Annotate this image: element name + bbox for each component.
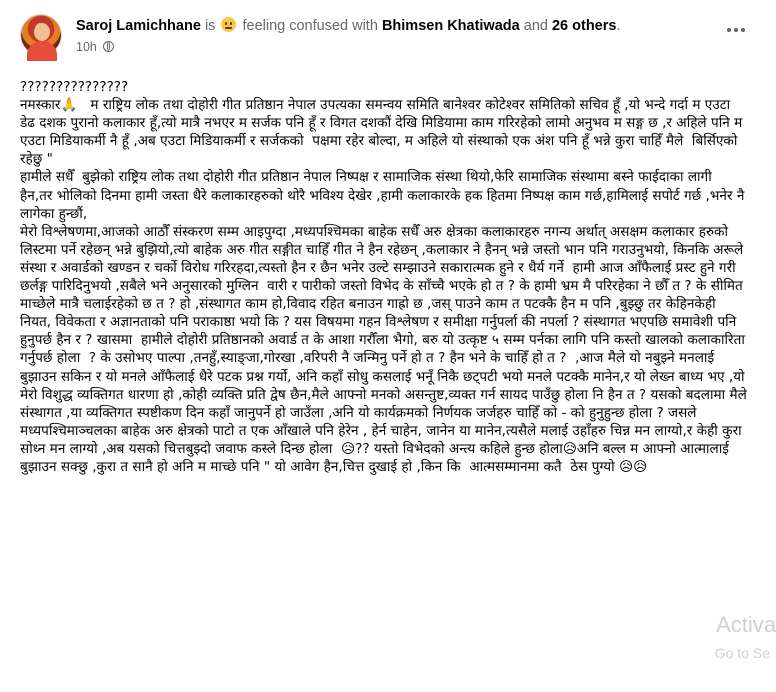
others-link[interactable]: 26 others xyxy=(551,18,617,34)
more-options-button[interactable] xyxy=(722,20,750,40)
post-body-text: ??????????????? नमस्कार🙏 म राष्ट्रिय लोक तथा दोहोरी गीत प्रतिष्ठान नेपाल उपत्यका समन्वय समिति बानेश्वर कोटेश्वर समितिको सचिव हूँ ,यो भन्दे गर्दा म एउटा डेढ दशक पुरानो कलाकार हूँ,त्यो मात्रै नभएर म सर्जक पनि हूँ र विगत दशकौं देखि मिडियामा काम गरिरहेको लामो अनुभव म सङ्ग छ ,र अहिले पनि म एउटा मिडियाकर्मी नै हूँ ,अब एउटा मिडियाकर्मी र सर्जकको पक्षमा रहेर बोल्दा, म अहिले यो संस्थाको एक अंश पनि हूँ भन्ने कुरा चाहिँ मैले बिर्सिएको रहेछु " हामीले सधैँ बुझेको राष्ट्रिय लोक तथा दोहोरी गीत प्रतिष्ठान नेपाल निष्पक्ष र सामाजिक संस्था थियो,फेरि सामाजिक संस्थामा बस्ने फाईदाका लागी हैन,तर भोलिको दिनमा हामी जस्ता धैरे कलाकारहरुको थोरै भविश्य देखेर ,हामी कलाकारके हक हितमा निष्पक्ष काम गर्छ,हामिलाई सपोर्ट गर्छ ,भनेर नै लागेका हुन्छौं, मेरो विश्लेषणमा,आजको आठौँ संस्करण सम्म आइपुग्दा ,मध्यपश्चिमका बाहेक सधैँ अरु क्षेत्रका कलाकारहरु नगन्य अर्थात् असक्षम कलाकार हरुको लिस्टमा पर्ने रहेछन् भन्ने बुझियो,त्यो बाहेक अरु गीत सङ्गीत चाहिँ गीत ने हैन रहेछन् ,कलाकार ने हैनन् भन्ने जस्तो भान पनि गराउनुभयो, किनकि अरूले संस्था र अवार्डको खण्डन र चर्को विरोध गरिरहदा,त्यस्तो हैन र छैन भनेर उल्टे सम्झाउने सकारात्मक हुने र धैर्य गर्ने हामी आज आँफैलाई प्रस्ट हुने गरी छर्लङ्ग पारिदिनुभयो ,सबैले भने अनुसारको मुग्लिन वारी र पारीको जस्तो विभेद के साँच्चै भएके हो त ? के हामी भ्रम मै परिरहेका ने छौँ त ? के सीमित माच्छेले मात्रै चलाईरहेको छ त ? हो ,संस्थागत काम हो,विवाद रहित बनाउन गाह्रो छ ,जस् पाउने काम त पटक्कै हैन म पनि ,बुझ्छु तर केहिनकेही नियत, विवेकता र अज्ञानताको पनि पराकाष्ठा भयो कि ? यस विषयमा गहन विश्लेषण र समीक्षा गर्नुपर्ला की नपर्ला ? संस्थागत भएपछि समावेशी पनि हुनुपर्छ हैन र ? खासमा हामीले दोहोरी प्रतिष्ठानको अवार्ड त के आशा गरौँला भैगो, बरु यो उत्कृष्ट ५ सम्म पर्नका लागि पनि कस्तो खालको कलाकारिता गर्नुपर्छ होला ? के उसोभए पाल्पा ,तनहुँ,स्याङ्जा,गोरखा ,वरिपरी नै जन्मिनु पर्ने हो त ? हैन भने के चाहिँ हो त ? ,आज मैले यो नबुझ्ने मनलाई बुझाउन सकिन र यो मनले आँफैलाई धैरे पटक प्रश्न गर्यो, अनि कहाँ सोधु कसलाई भनूँ निकै छट्पटी भयो मनले पटक्कै मानेन,र यो लेख्न बाध्य भए ,यो मेरो विशुद्ध व्यक्तिगत धारणा हो ,कोही व्यक्ति प्रति द्वेष छैन,मैले आफ्नो मनको असन्तुष्ट,व्यक्त गर्न सायद पाउँछु होला नि हैन त ? यसको बदलामा मैले संस्थागत ,या व्यक्तिगत स्पष्टीकण दिन कहाँ जानुपर्ने हो जाउँला ,अनि यो कार्यक्रमको निर्णयक जर्जहरु चाहिँ को - को हुनुहुन्छ होला ? जसले मध्यपश्चिमाञ्चलका बाहेक अरु क्षेत्रको पाटो त एक आँखाले पनि हेरेन , हेर्न चाहेन, जानेन या मानेन,त्यसैले मलाई उहाँहरु चिन्न मन लाग्यो,र केही कुरा सोध्न मन लाग्यो ,अब यसको चित्तबुझ्दो जवाफ कस्ले दिन्छ होला 😥?? यस्तो विभेदको अन्त्य कहिले हुन्छ होला😥अनि बल्ल म आफ्नो आत्मालाई बुझाउन सक्छु ,कुरा त सानै हो अनि म माच्छे पनि " यो आवेग हैन,चित्त दुखाई हो ,किन कि आत्मसम्मानमा कतै ठेस पुग्यो 😥😥 xyxy=(20,79,747,475)
is-text: is xyxy=(204,18,216,34)
feeling-text: feeling confused with xyxy=(242,18,378,34)
dot-icon xyxy=(741,28,745,32)
post-time-link[interactable]: 10h xyxy=(76,40,97,54)
and-text: and xyxy=(523,18,548,34)
dot-icon xyxy=(734,28,738,32)
post-meta xyxy=(76,40,114,54)
confused-face-emoji-icon xyxy=(221,17,236,32)
post-title-line xyxy=(76,16,621,36)
author-avatar[interactable] xyxy=(20,14,62,56)
globe-icon xyxy=(103,41,114,52)
tagged-person-link[interactable]: Bhimsen Khatiwada xyxy=(381,18,520,34)
activation-watermark: Activa xyxy=(716,612,776,637)
avatar-face xyxy=(34,23,50,41)
post-header xyxy=(20,14,750,62)
dot-icon xyxy=(727,28,731,32)
author-name-link[interactable]: Saroj Lamichhane xyxy=(76,18,201,34)
period-text: . xyxy=(616,18,621,34)
avatar-figure xyxy=(27,41,57,61)
activation-watermark-sub: Go to Se xyxy=(714,645,770,661)
